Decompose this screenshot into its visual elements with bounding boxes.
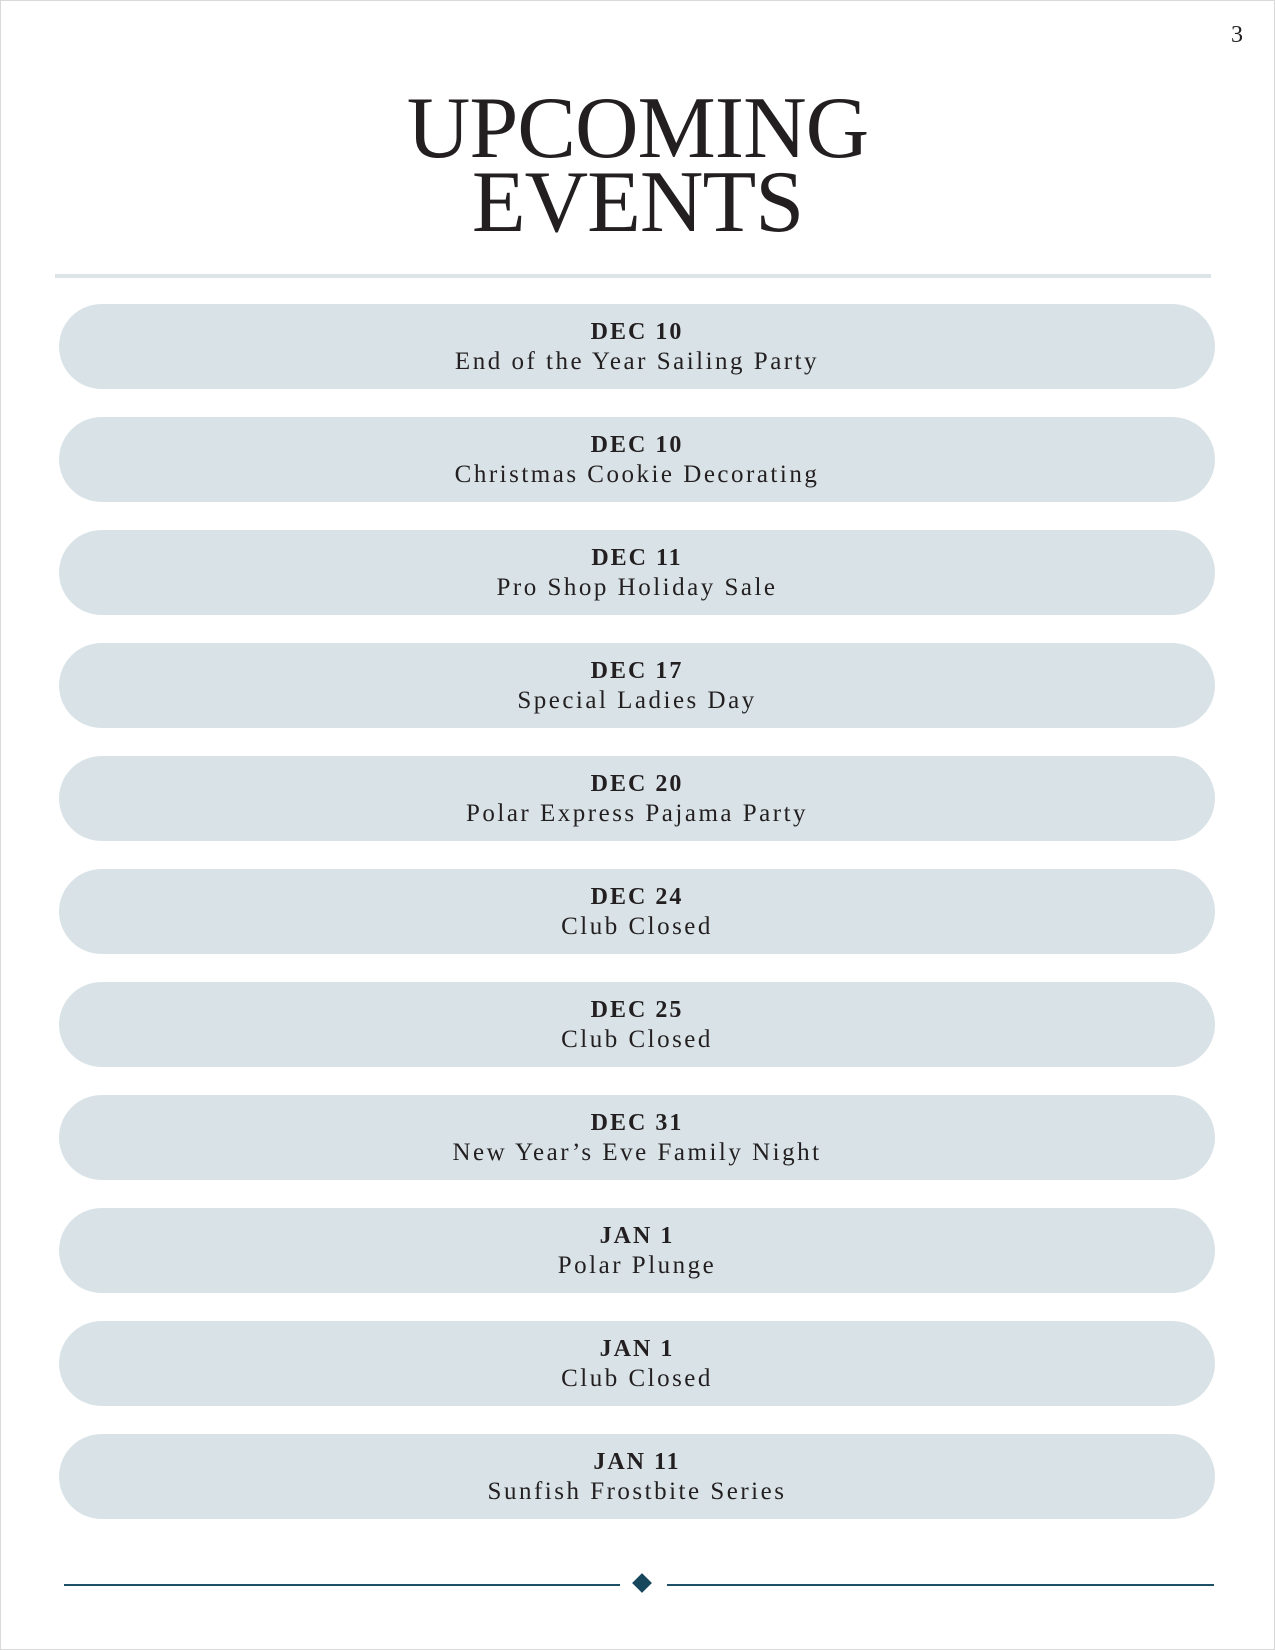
bottom-divider-ornament — [64, 1573, 1214, 1597]
event-name: Pro Shop Holiday Sale — [496, 574, 778, 601]
event-name: Polar Plunge — [557, 1252, 717, 1279]
event-name: Sunfish Frostbite Series — [487, 1478, 787, 1505]
divider-line-right — [667, 1584, 1214, 1586]
page-title — [0, 80, 1275, 251]
event-date: JAN 1 — [599, 1223, 675, 1249]
event-item — [59, 756, 1215, 841]
event-item — [59, 530, 1215, 615]
event-date: DEC 10 — [590, 319, 684, 345]
event-item — [59, 869, 1215, 954]
event-item — [59, 1434, 1215, 1519]
event-name: End of the Year Sailing Party — [454, 348, 820, 375]
event-date: JAN 1 — [599, 1336, 675, 1362]
event-item — [59, 982, 1215, 1067]
event-item — [59, 643, 1215, 728]
page-number: 3 — [1231, 22, 1243, 48]
event-date: DEC 20 — [590, 771, 684, 797]
title-line-2: EVENTS — [471, 154, 804, 251]
title-line-1: UPCOMING — [406, 80, 869, 177]
title-divider — [55, 274, 1211, 278]
event-name: Christmas Cookie Decorating — [454, 461, 820, 488]
event-date: DEC 10 — [590, 432, 684, 458]
event-item — [59, 1321, 1215, 1406]
event-item — [59, 304, 1215, 389]
event-date: DEC 24 — [590, 884, 684, 910]
event-date: DEC 11 — [591, 545, 683, 571]
event-date: DEC 25 — [590, 997, 684, 1023]
event-date: JAN 11 — [593, 1449, 681, 1475]
event-date: DEC 31 — [590, 1110, 684, 1136]
event-name: Club Closed — [561, 1365, 713, 1392]
divider-line-left — [64, 1584, 620, 1586]
event-name: Special Ladies Day — [517, 687, 757, 714]
event-name: Club Closed — [561, 1026, 713, 1053]
event-item — [59, 1208, 1215, 1293]
event-date: DEC 17 — [590, 658, 684, 684]
event-name: New Year’s Eve Family Night — [452, 1139, 822, 1166]
event-name: Polar Express Pajama Party — [465, 800, 809, 827]
event-item — [59, 1095, 1215, 1180]
diamond-icon — [632, 1573, 652, 1593]
event-item — [59, 417, 1215, 502]
event-name: Club Closed — [561, 913, 713, 940]
